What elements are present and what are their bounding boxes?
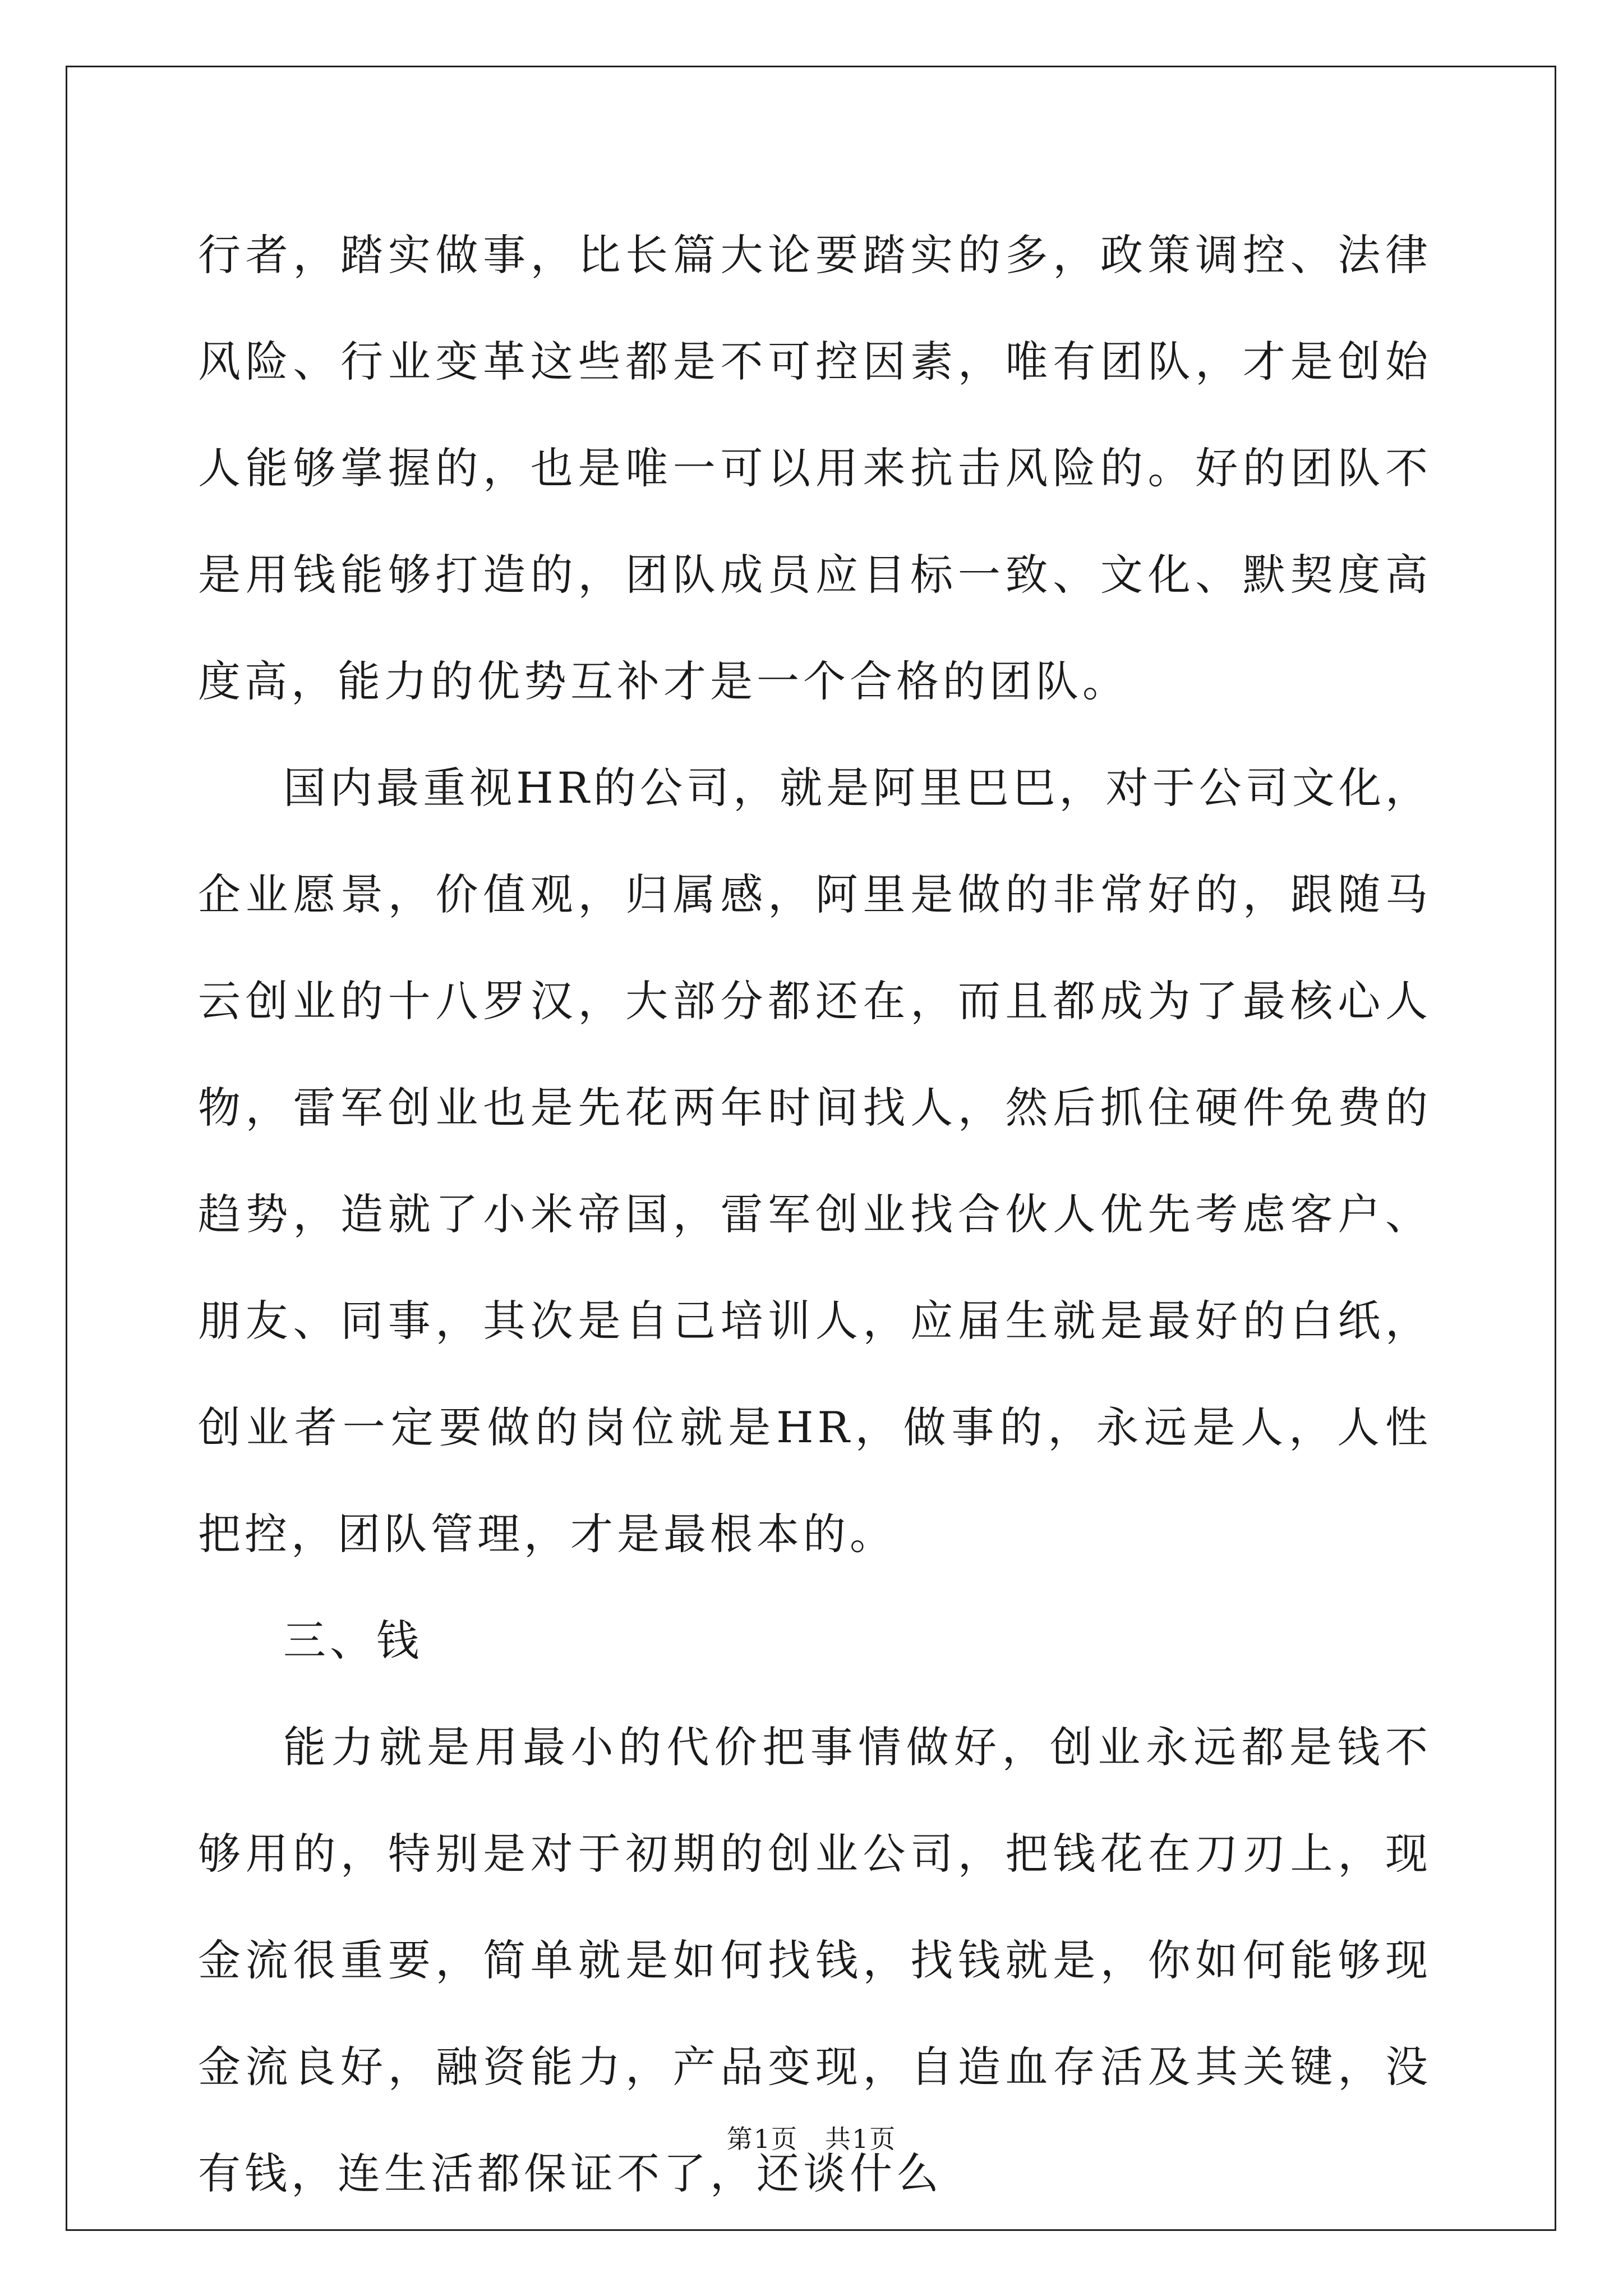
paragraph-alibaba-hr: 国内最重视HR的公司，就是阿里巴巴，对于公司文化，企业愿景，价值观，归属感，阿里是做的非常好的，跟随马云创业的十八罗汉，大部分都还在，而且都成为了最核心人物，雷军创业也是先花两年时间找人，然后抓住硬件免费的趋势，造就了小米帝国，雷军创业找合伙人优先考虑客户、朋友、同事，其次是自己培训人，应届生就是最好的白纸，创业者一定要做的岗位就是HR，做事的，永远是人，人性把控，团队管理，才是最根本的。 [198, 763, 1432, 1559]
paragraph-team-continuation: 行者，踏实做事，比长篇大论要踏实的多，政策调控、法律风险、行业变革这些都是不可控因素，唯有团队，才是创始人能够掌握的，也是唯一可以用来抗击风险的。好的团队不是用钱能够打造的，团队成员应目标一致、文化、默契度高度高，能力的优势互补才是一个合格的团队。 [198, 230, 1432, 706]
page-number-label: 第1页 [726, 2124, 798, 2154]
page-total-label: 共1页 [825, 2124, 897, 2154]
paragraph-money: 能力就是用最小的代价把事情做好，创业永远都是钱不够用的，特别是对于初期的创业公司，把钱花在刀刃上，现金流很重要，简单就是如何找钱，找钱就是，你如何能够现金流良好，融资能力，产品变现，自造血存活及其关键，没有钱，连生活都保证不了，还谈什么 [198, 1722, 1432, 2198]
document-body [198, 202, 1432, 2227]
section-heading-money: 三、钱 [283, 1616, 423, 1665]
page-footer [0, 2122, 1623, 2156]
